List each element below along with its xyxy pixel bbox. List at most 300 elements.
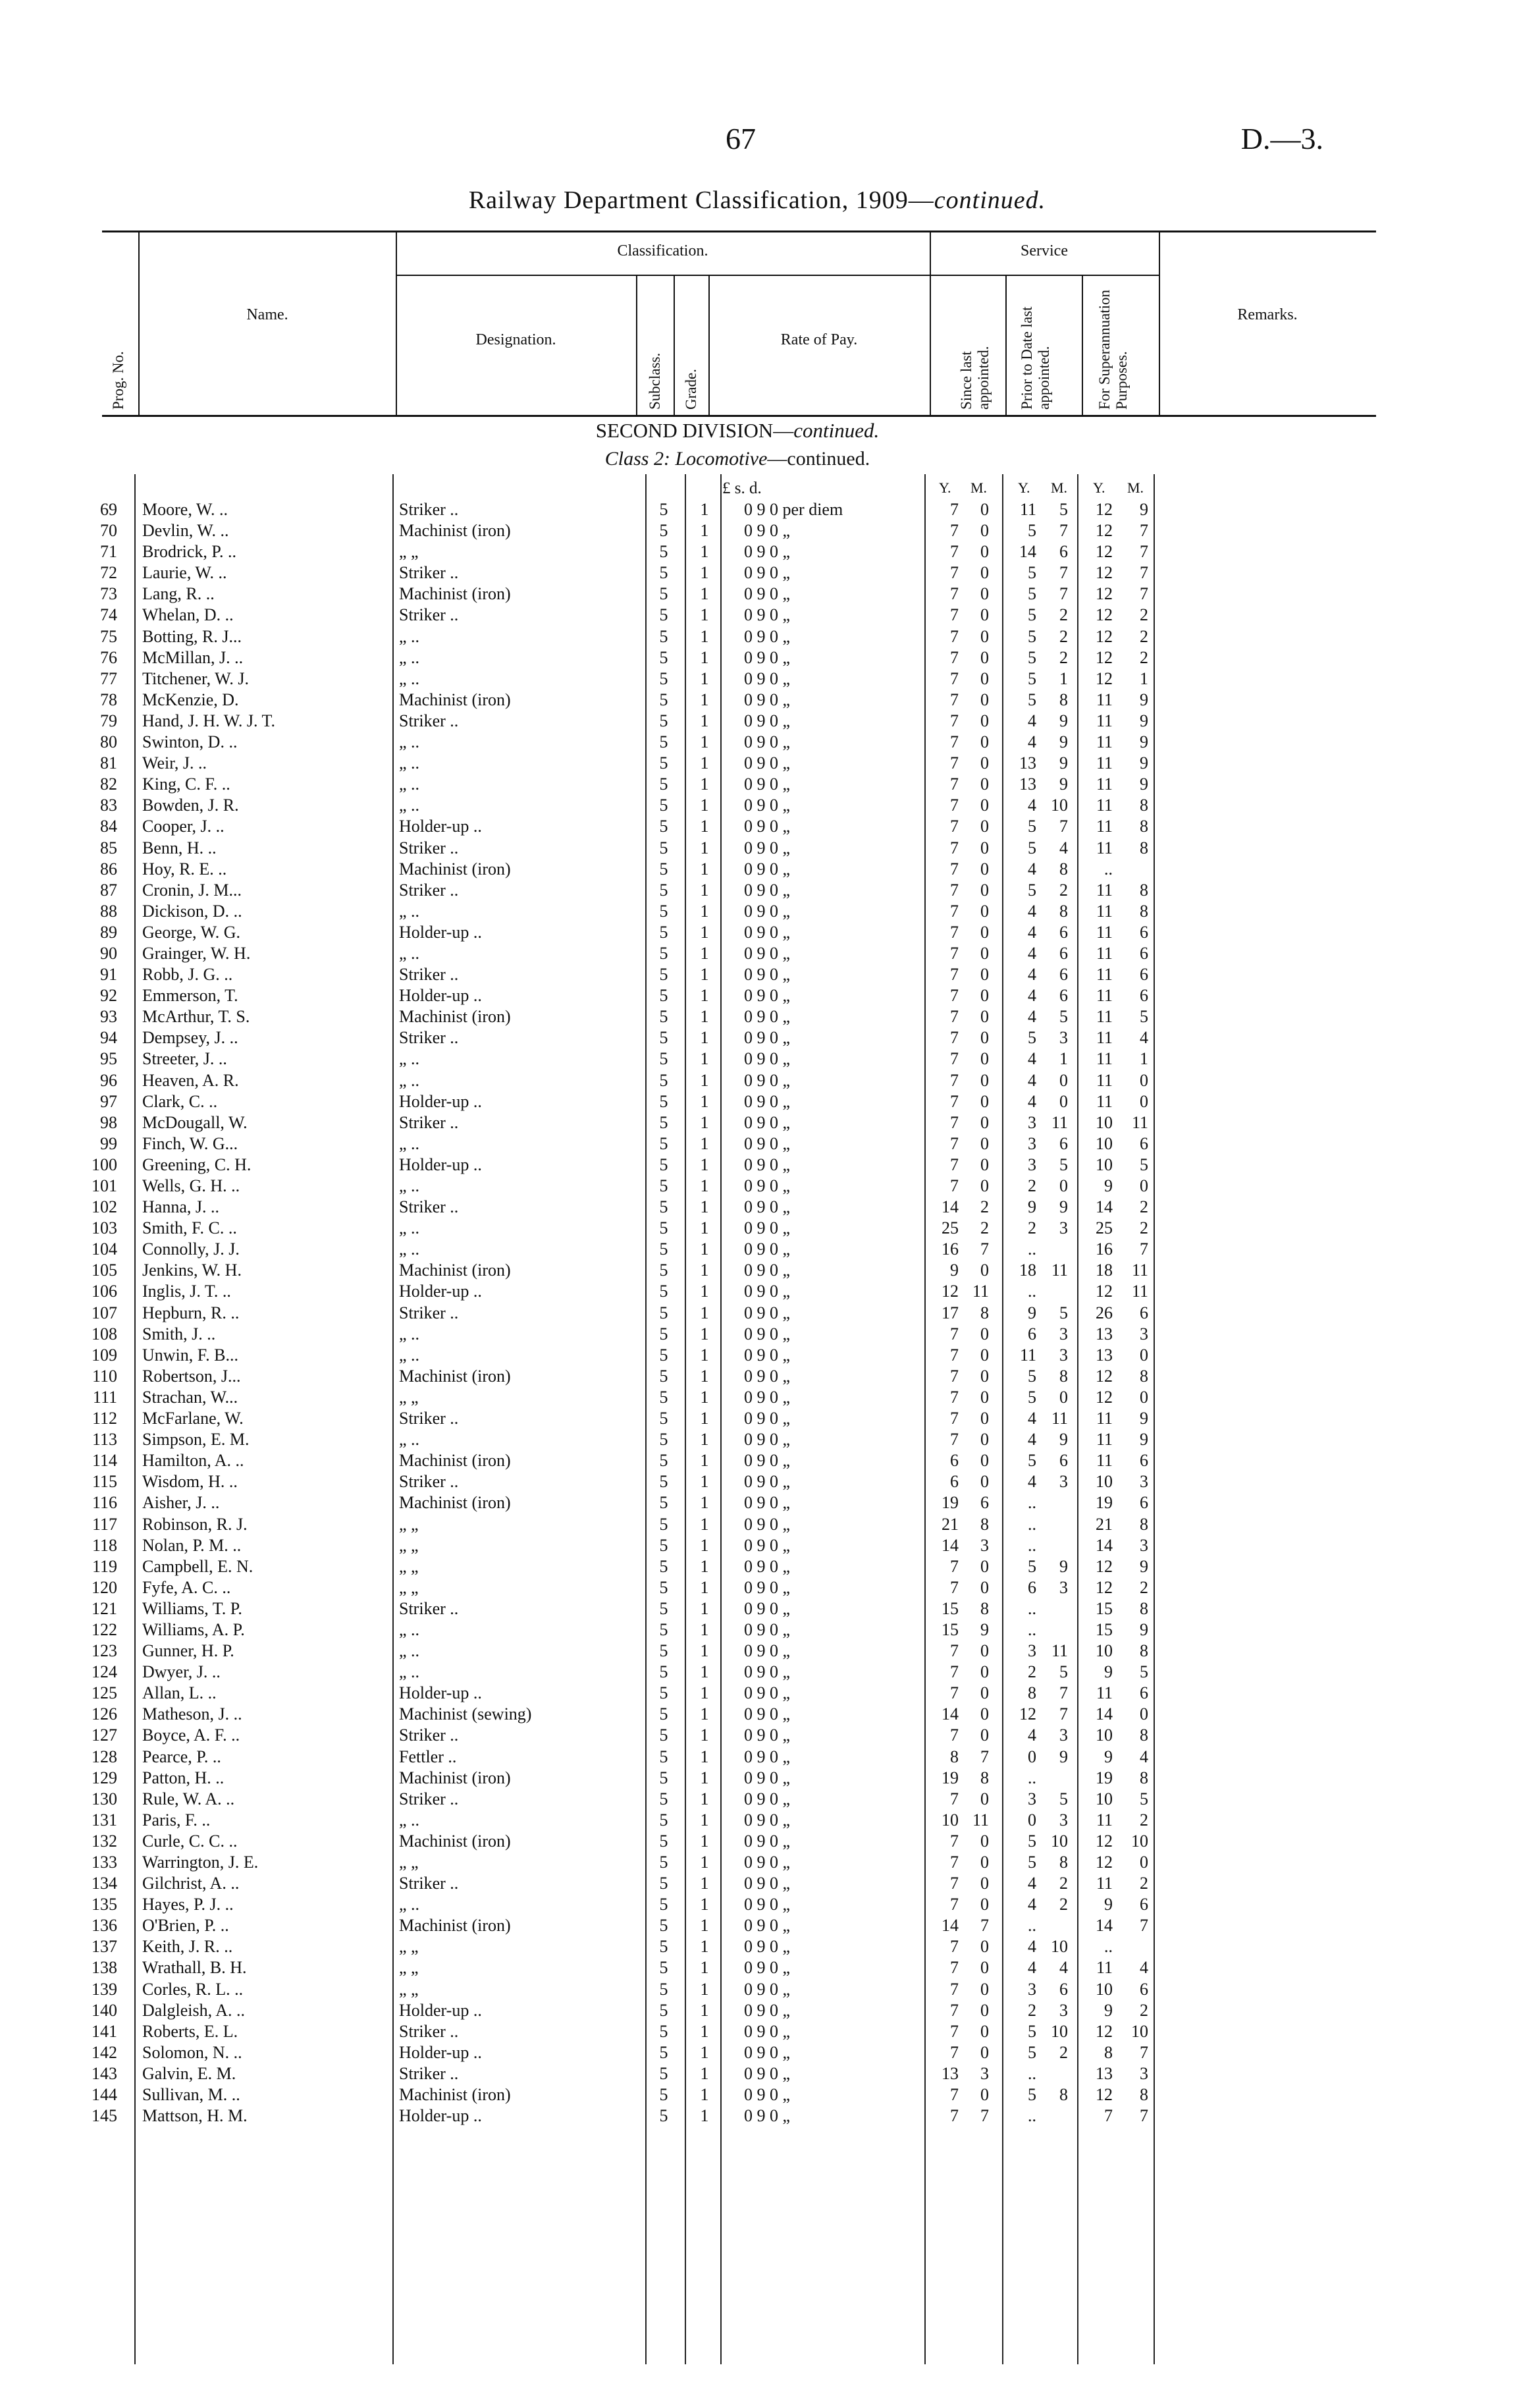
division-heading <box>395 419 1080 443</box>
employee-name: Inglis, J. T. .. <box>142 1282 231 1301</box>
unit-years: Y. <box>939 479 951 496</box>
since-last-months: 7 <box>980 1747 989 1766</box>
super-months: 8 <box>1140 1514 1148 1534</box>
designation: Striker .. <box>399 2063 459 2083</box>
prior-months: 10 <box>1051 796 1068 815</box>
since-last-months: 0 <box>980 1641 989 1661</box>
super-months: 2 <box>1140 1218 1148 1238</box>
since-last-years: 13 <box>942 2063 959 2083</box>
grade: 1 <box>700 647 709 667</box>
since-last-months: 0 <box>980 943 989 963</box>
employee-name: Botting, R. J... <box>142 626 242 646</box>
prior-months: 6 <box>1059 922 1068 942</box>
prior-years: .. <box>1028 1239 1036 1259</box>
rate-of-pay: 0 9 0 „ <box>744 1577 791 1597</box>
since-last-months: 0 <box>980 1430 989 1450</box>
prog-number: 126 <box>92 1704 117 1724</box>
table-row <box>0 1915 1540 1936</box>
employee-name: Curle, C. C. .. <box>142 1831 238 1851</box>
rate-of-pay: 0 9 0 „ <box>744 1345 791 1365</box>
prior-years: 0 <box>1028 1747 1036 1766</box>
prior-months: 0 <box>1059 1387 1068 1407</box>
grade: 1 <box>700 859 709 879</box>
super-months: 8 <box>1140 1598 1148 1618</box>
designation: „ .. <box>399 1133 420 1153</box>
prior-years: 4 <box>1028 1874 1036 1893</box>
prior-months: 9 <box>1059 711 1068 730</box>
super-years: 12 <box>1096 647 1113 667</box>
employee-name: Swinton, D. .. <box>142 732 238 752</box>
grade: 1 <box>700 1979 709 1999</box>
grade: 1 <box>700 817 709 836</box>
super-months: 7 <box>1140 563 1148 583</box>
prog-number: 129 <box>92 1768 117 1787</box>
subclass: 5 <box>659 1514 668 1534</box>
table-row <box>0 985 1540 1006</box>
designation: „ „ <box>399 1556 419 1576</box>
table-row <box>0 1387 1540 1408</box>
rate-of-pay: 0 9 0 „ <box>744 1979 791 1999</box>
since-last-years: 7 <box>950 859 959 879</box>
since-last-years: 7 <box>950 1070 959 1090</box>
header-name: Name. <box>246 306 288 323</box>
since-last-months: 0 <box>980 1345 989 1365</box>
since-last-years: 7 <box>950 796 959 815</box>
super-years: 12 <box>1096 584 1113 604</box>
prog-number: 76 <box>100 647 117 667</box>
rate-of-pay: 0 9 0 „ <box>744 1430 791 1450</box>
since-last-months: 0 <box>980 1451 989 1471</box>
subclass: 5 <box>659 1493 668 1513</box>
designation: „ .. <box>399 626 420 646</box>
table-row <box>0 1598 1540 1619</box>
since-last-years: 7 <box>950 986 959 1006</box>
super-years: 14 <box>1096 1535 1113 1555</box>
grade: 1 <box>700 1154 709 1174</box>
subclass: 5 <box>659 1430 668 1450</box>
prog-number: 136 <box>92 1916 117 1936</box>
header-service: Service <box>1021 242 1068 259</box>
rate-of-pay: 0 9 0 „ <box>744 626 791 646</box>
rate-of-pay: 0 9 0 „ <box>744 1303 791 1322</box>
since-last-years: 7 <box>950 563 959 583</box>
grade: 1 <box>700 2000 709 2020</box>
rate-of-pay: 0 9 0 „ <box>744 1747 791 1766</box>
since-last-years: 25 <box>942 1218 959 1238</box>
super-months: 8 <box>1140 1725 1148 1745</box>
designation: „ .. <box>399 901 420 921</box>
grade: 1 <box>700 1556 709 1576</box>
since-last-years: 7 <box>950 1725 959 1745</box>
since-last-years: 12 <box>942 1282 959 1301</box>
prior-years: 5 <box>1028 2021 1036 2041</box>
prior-months: 2 <box>1059 2042 1068 2062</box>
header-since-last: Since last appointed. <box>958 346 992 410</box>
prog-number: 79 <box>100 711 117 730</box>
rate-of-pay: 0 9 0 „ <box>744 1831 791 1851</box>
prior-months: 8 <box>1059 901 1068 921</box>
prog-number: 82 <box>100 774 117 794</box>
rate-of-pay: 0 9 0 „ <box>744 1768 791 1787</box>
prior-years: 4 <box>1028 901 1036 921</box>
table-row <box>0 1535 1540 1556</box>
prior-years: .. <box>1028 1768 1036 1787</box>
since-last-months: 0 <box>980 880 989 900</box>
super-years: 11 <box>1096 1049 1113 1069</box>
prior-years: 5 <box>1028 2085 1036 2105</box>
super-years: 10 <box>1096 1641 1113 1661</box>
prog-number: 131 <box>92 1810 117 1830</box>
grade: 1 <box>700 1619 709 1639</box>
grade: 1 <box>700 1831 709 1851</box>
grade: 1 <box>700 626 709 646</box>
rate-of-pay: 0 9 0 „ <box>744 563 791 583</box>
grade: 1 <box>700 1493 709 1513</box>
designation: „ .. <box>399 796 420 815</box>
table-row <box>0 1768 1540 1789</box>
employee-name: Connolly, J. J. <box>142 1239 240 1259</box>
grade: 1 <box>700 1472 709 1492</box>
prog-number: 121 <box>92 1598 117 1618</box>
super-months: 6 <box>1140 986 1148 1006</box>
since-last-years: 7 <box>950 1430 959 1450</box>
super-months: 6 <box>1140 1451 1148 1471</box>
designation: „ „ <box>399 1937 419 1957</box>
super-years: 18 <box>1096 1261 1113 1280</box>
prior-years: 2 <box>1028 1176 1036 1195</box>
prior-months: 7 <box>1059 521 1068 541</box>
since-last-months: 0 <box>980 711 989 730</box>
subclass: 5 <box>659 1345 668 1365</box>
grade: 1 <box>700 2085 709 2105</box>
employee-name: Dalgleish, A. .. <box>142 2000 245 2020</box>
since-last-months: 0 <box>980 1387 989 1407</box>
super-years: 11 <box>1096 711 1113 730</box>
since-last-years: 7 <box>950 901 959 921</box>
prior-months: 7 <box>1059 563 1068 583</box>
since-last-months: 0 <box>980 605 989 625</box>
prog-number: 137 <box>92 1937 117 1957</box>
since-last-months: 0 <box>980 1324 989 1343</box>
unit-months: M. <box>1051 479 1068 496</box>
employee-name: Whelan, D. .. <box>142 605 234 625</box>
employee-name: Pearce, P. .. <box>142 1747 221 1766</box>
prior-years: 6 <box>1028 1577 1036 1597</box>
designation: Machinist (iron) <box>399 584 511 604</box>
rate-of-pay: 0 9 0 „ <box>744 1683 791 1703</box>
prior-months: 5 <box>1059 1662 1068 1682</box>
since-last-months: 0 <box>980 647 989 667</box>
prog-number: 118 <box>92 1535 117 1555</box>
subclass: 5 <box>659 647 668 667</box>
designation: Machinist (sewing) <box>399 1704 532 1724</box>
prior-months: 3 <box>1059 1345 1068 1365</box>
employee-name: Clark, C. .. <box>142 1091 218 1111</box>
employee-name: Hamilton, A. .. <box>142 1451 244 1471</box>
since-last-years: 9 <box>950 1261 959 1280</box>
designation: Holder-up .. <box>399 1154 482 1174</box>
designation: Machinist (iron) <box>399 1261 511 1280</box>
designation: „ .. <box>399 943 420 963</box>
header-prior-to-date: Prior to Date last appointed. <box>1019 306 1052 410</box>
super-months: 3 <box>1140 1324 1148 1343</box>
grade: 1 <box>700 1535 709 1555</box>
super-years: 12 <box>1096 521 1113 541</box>
since-last-months: 0 <box>980 859 989 879</box>
super-years: 11 <box>1096 1430 1113 1450</box>
prior-years: 4 <box>1028 965 1036 985</box>
super-months: 8 <box>1140 1641 1148 1661</box>
table-row <box>0 1831 1540 1852</box>
designation: Striker .. <box>399 1472 459 1492</box>
super-months: 9 <box>1140 1619 1148 1639</box>
employee-name: King, C. F. .. <box>142 774 230 794</box>
prior-years: 5 <box>1028 647 1036 667</box>
designation: „ .. <box>399 1324 420 1343</box>
header-rule <box>1005 275 1007 415</box>
table-row <box>0 1197 1540 1218</box>
prog-number: 143 <box>92 2063 117 2083</box>
prior-years: 5 <box>1028 1451 1036 1471</box>
since-last-months: 0 <box>980 542 989 562</box>
rate-of-pay: 0 9 0 „ <box>744 584 791 604</box>
prior-months: 6 <box>1059 986 1068 1006</box>
table-row <box>0 583 1540 605</box>
employee-name: McArthur, T. S. <box>142 1007 250 1027</box>
prior-months: 2 <box>1059 647 1068 667</box>
rate-of-pay: 0 9 0 „ <box>744 1409 791 1428</box>
super-years: 11 <box>1096 922 1113 942</box>
subclass: 5 <box>659 859 668 879</box>
since-last-months: 7 <box>980 1916 989 1936</box>
designation: „ .. <box>399 753 420 773</box>
super-years: 15 <box>1096 1619 1113 1639</box>
employee-name: Strachan, W... <box>142 1387 238 1407</box>
grade: 1 <box>700 521 709 541</box>
prior-years: .. <box>1028 1493 1036 1513</box>
grade: 1 <box>700 1133 709 1153</box>
subclass: 5 <box>659 1451 668 1471</box>
prior-months: 5 <box>1059 1789 1068 1808</box>
since-last-months: 7 <box>980 1239 989 1259</box>
subclass: 5 <box>659 2042 668 2062</box>
header-for-superannuation: For Superannuation Purposes. <box>1096 289 1130 410</box>
super-years: 12 <box>1096 1556 1113 1576</box>
unit-years: Y. <box>1018 479 1030 496</box>
prior-years: 5 <box>1028 563 1036 583</box>
super-years: 14 <box>1096 1197 1113 1217</box>
table-row <box>0 1218 1540 1239</box>
prior-months: 9 <box>1059 1747 1068 1766</box>
super-years: 12 <box>1096 1282 1113 1301</box>
super-years: 11 <box>1096 732 1113 752</box>
table-row <box>0 1556 1540 1577</box>
designation: „ „ <box>399 1535 419 1555</box>
super-months: 8 <box>1140 1366 1148 1386</box>
prog-number: 112 <box>92 1409 117 1428</box>
employee-name: Wrathall, B. H. <box>142 1958 247 1978</box>
since-last-months: 2 <box>980 1218 989 1238</box>
since-last-years: 10 <box>942 1810 959 1830</box>
prog-number: 134 <box>92 1874 117 1893</box>
prog-number: 85 <box>100 838 117 857</box>
since-last-years: 7 <box>950 1853 959 1872</box>
since-last-months: 0 <box>980 2042 989 2062</box>
subclass: 5 <box>659 880 668 900</box>
grade: 1 <box>700 1261 709 1280</box>
super-years: 13 <box>1096 2063 1113 2083</box>
subclass: 5 <box>659 922 668 942</box>
designation: „ .. <box>399 647 420 667</box>
header-rule <box>1082 275 1083 415</box>
rate-of-pay: 0 9 0 „ <box>744 2000 791 2020</box>
rate-of-pay: 0 9 0 „ <box>744 1916 791 1936</box>
prog-number: 99 <box>100 1133 117 1153</box>
super-years: 15 <box>1096 1598 1113 1618</box>
prior-years: 4 <box>1028 711 1036 730</box>
prior-months: 9 <box>1059 753 1068 773</box>
table-row <box>0 1789 1540 1810</box>
unit-years: Y. <box>1093 479 1105 496</box>
subclass: 5 <box>659 1239 668 1259</box>
since-last-months: 0 <box>980 626 989 646</box>
rate-of-pay: 0 9 0 „ <box>744 2021 791 2041</box>
subclass: 5 <box>659 838 668 857</box>
table-row <box>0 943 1540 964</box>
employee-name: Cooper, J. .. <box>142 817 225 836</box>
table-row <box>0 626 1540 647</box>
since-last-years: 7 <box>950 2000 959 2020</box>
grade: 1 <box>700 1282 709 1301</box>
prog-number: 111 <box>92 1387 117 1407</box>
super-months: 8 <box>1140 796 1148 815</box>
employee-name: Jenkins, W. H. <box>142 1261 242 1280</box>
since-last-months: 0 <box>980 2021 989 2041</box>
grade: 1 <box>700 500 709 519</box>
grade: 1 <box>700 711 709 730</box>
super-months: 5 <box>1140 1007 1148 1027</box>
super-years: 10 <box>1096 1133 1113 1153</box>
super-months: 10 <box>1131 2021 1148 2041</box>
since-last-months: 0 <box>980 1958 989 1978</box>
designation: „ .. <box>399 1345 420 1365</box>
super-years: 9 <box>1104 1662 1113 1682</box>
prior-years: 5 <box>1028 626 1036 646</box>
employee-name: George, W. G. <box>142 922 241 942</box>
since-last-months: 0 <box>980 1154 989 1174</box>
prior-years: 13 <box>1019 774 1036 794</box>
grade: 1 <box>700 1112 709 1132</box>
employee-name: McDougall, W. <box>142 1112 248 1132</box>
super-months: 2 <box>1140 1577 1148 1597</box>
prior-months: 6 <box>1059 1133 1068 1153</box>
super-months: 0 <box>1140 1704 1148 1724</box>
prog-number: 145 <box>92 2106 117 2126</box>
rate-of-pay: 0 9 0 „ <box>744 1895 791 1914</box>
prior-months: 7 <box>1059 1683 1068 1703</box>
subclass: 5 <box>659 1683 668 1703</box>
subclass: 5 <box>659 2000 668 2020</box>
employee-name: Gilchrist, A. .. <box>142 1874 240 1893</box>
prior-years: 5 <box>1028 1366 1036 1386</box>
since-last-months: 0 <box>980 1007 989 1027</box>
super-years: 11 <box>1096 1091 1113 1111</box>
rate-of-pay: 0 9 0 „ <box>744 965 791 985</box>
super-years: .. <box>1104 1937 1113 1957</box>
super-years: 12 <box>1096 1577 1113 1597</box>
employee-name: Mattson, H. M. <box>142 2106 248 2126</box>
table-row <box>0 2084 1540 2105</box>
designation: Machinist (iron) <box>399 1916 511 1936</box>
class-continued: —continued. <box>767 448 870 470</box>
subclass: 5 <box>659 1112 668 1132</box>
prior-years: 5 <box>1028 817 1036 836</box>
prog-number: 103 <box>92 1218 117 1238</box>
rate-of-pay: 0 9 0 „ <box>744 796 791 815</box>
since-last-years: 7 <box>950 521 959 541</box>
since-last-years: 7 <box>950 753 959 773</box>
table-row <box>0 2042 1540 2063</box>
super-months: 8 <box>1140 880 1148 900</box>
super-months: 4 <box>1140 1958 1148 1978</box>
grade: 1 <box>700 1070 709 1090</box>
designation: Striker .. <box>399 1197 459 1217</box>
super-years: 12 <box>1096 1387 1113 1407</box>
prog-number: 98 <box>100 1112 117 1132</box>
prior-months: 5 <box>1059 1007 1068 1027</box>
employee-name: Titchener, W. J. <box>142 668 249 688</box>
prior-months: 9 <box>1059 774 1068 794</box>
subclass: 5 <box>659 2063 668 2083</box>
designation: „ „ <box>399 1853 419 1872</box>
designation: „ „ <box>399 1958 419 1978</box>
prog-number: 90 <box>100 943 117 963</box>
since-last-years: 7 <box>950 1409 959 1428</box>
rate-of-pay: 0 9 0 „ <box>744 711 791 730</box>
rate-of-pay: 0 9 0 „ <box>744 1725 791 1745</box>
grade: 1 <box>700 584 709 604</box>
grade: 1 <box>700 1916 709 1936</box>
super-months: 3 <box>1140 1472 1148 1492</box>
subclass: 5 <box>659 542 668 562</box>
table-row <box>0 2063 1540 2084</box>
super-months: 7 <box>1140 2042 1148 2062</box>
super-months: 0 <box>1140 1091 1148 1111</box>
prior-months: 7 <box>1059 817 1068 836</box>
since-last-years: 7 <box>950 1049 959 1069</box>
prog-number: 106 <box>92 1282 117 1301</box>
super-months: 3 <box>1140 1535 1148 1555</box>
super-years: 12 <box>1096 542 1113 562</box>
grade: 1 <box>700 1937 709 1957</box>
since-last-years: 7 <box>950 542 959 562</box>
super-months: 11 <box>1131 1282 1148 1301</box>
employee-name: Patton, H. .. <box>142 1768 225 1787</box>
prog-number: 88 <box>100 901 117 921</box>
unit-months: M. <box>970 479 988 496</box>
since-last-years: 7 <box>950 1577 959 1597</box>
table-row <box>0 880 1540 901</box>
since-last-years: 7 <box>950 922 959 942</box>
prog-number: 89 <box>100 922 117 942</box>
rate-of-pay: 0 9 0 „ <box>744 1451 791 1471</box>
rate-of-pay: 0 9 0 „ <box>744 1197 791 1217</box>
prior-months: 2 <box>1059 880 1068 900</box>
rate-of-pay: 0 9 0 „ <box>744 1218 791 1238</box>
prior-years: 5 <box>1028 690 1036 709</box>
employee-name: Williams, A. P. <box>142 1619 245 1639</box>
super-months: 6 <box>1140 965 1148 985</box>
